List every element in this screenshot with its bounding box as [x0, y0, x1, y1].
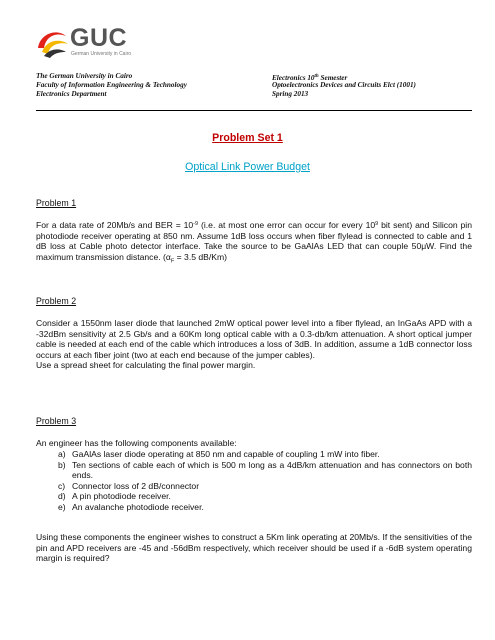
logo-subtext: German University in Cairo: [71, 51, 132, 57]
page-subtitle: Optical Link Power Budget: [185, 161, 310, 173]
problem1-heading: Problem 1: [36, 198, 77, 208]
header-faculty: Faculty of Information Engineering & Technology: [36, 81, 187, 90]
problem3-list: [58, 449, 472, 513]
problem1-text: For a data rate of 20Mb/s and BER = $10^{-9}$ (i.e. at most one error can occur for every $10^9$ bit sent) and Silicon pin photodiode receiver operating at 850 nm. Assume 1dB loss occurs when fiber flylead is connected to cable and 1 dB loss at Cable photo detector interface. Take the source to be GaAlAs LED that can couple 50μW. Find the maximum transmission distance. ($\alpha_F = 3.5$ dB/Km): [36, 220, 472, 265]
problem3-intro: An engineer has the following components available:: [36, 438, 237, 448]
header-left: [36, 72, 187, 100]
list-item: c) Connector loss of 2 dB/connector: [58, 480, 200, 491]
list-item: a) GaAlAs laser diode operating at 850 nm and capable of coupling 1 mW into fiber.: [58, 449, 380, 459]
problem3-heading: Problem 3: [36, 416, 77, 426]
page-title: Problem Set 1: [212, 132, 283, 144]
problem2-heading: Problem 2: [36, 296, 77, 306]
header-term: Spring 2013: [272, 90, 309, 99]
header-university: The German University in Cairo: [36, 72, 133, 80]
list-item: e) An avalanche photodiode receiver.: [58, 501, 204, 512]
header-right: [272, 72, 416, 100]
list-item: d) A pin photodiode receiver.: [58, 491, 171, 502]
guc-emblem-icon: [34, 22, 74, 62]
header-department: Electronics Department: [36, 90, 107, 99]
header-course: Electronics 10th Semester: [272, 74, 348, 82]
header-divider: [36, 110, 472, 111]
header-subject: Optoelectronics Devices and Circuits Elct (1001): [272, 81, 416, 90]
problem2-text: Consider a 1550nm laser diode that launched 2mW optical power level into a fiber flylead, an InGaAs APD with a -32dBm sensitivity at 2.5 Gb/s and a 60Km long optical cable with a 0.3-db/km attenuation. A short optical jumper cable is needed at each end of the cable which introduces a loss of 3dB. In addition, assume a 1dB connector loss occurs at each fiber joint (two at each end because of the jumper cables). Use a spread sheet for calculating the final power margin.: [36, 318, 472, 371]
list-item: b) Ten sections of cable each of which is 500 m long as a 4dB/km attenuation and has connectors on both ends.: [58, 459, 472, 481]
logo-text: GUC: [70, 24, 128, 52]
guc-logo: [34, 22, 149, 62]
problem3-closing: Using these components the engineer wishes to construct a 5Km link operating at 20Mb/s. If the sensitivities of the pin and APD receivers are -45 and -56dBm respectively, which receiver should be used if a -6dB system operating margin is required?: [36, 532, 472, 564]
